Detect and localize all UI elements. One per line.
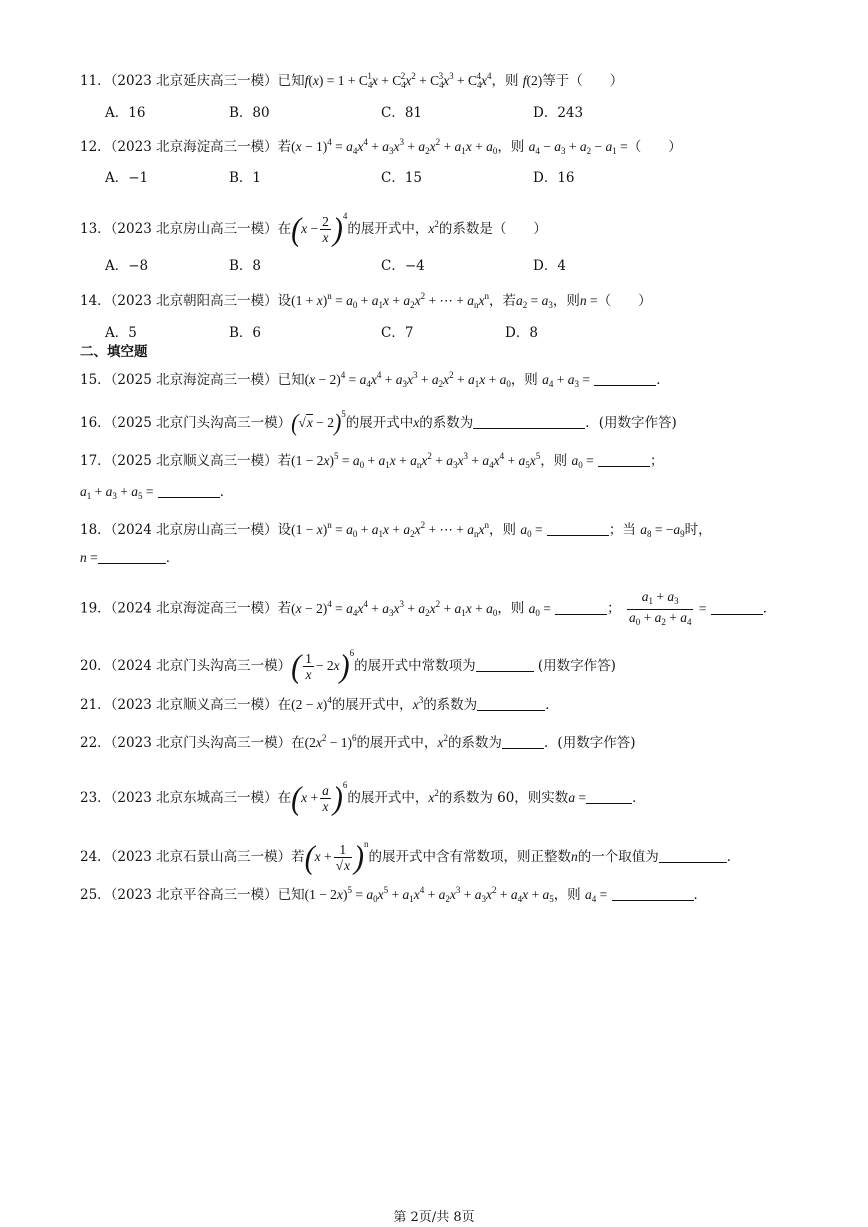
answer-blank[interactable] xyxy=(612,886,694,901)
question-22: 22．（2023 北京门头沟高三一模）在$(2x^2 - 1)^6$的展开式中，$x^2$的系数为 ．(用数字作答) xyxy=(80,733,636,751)
section-title: 二、填空题 xyxy=(80,344,148,360)
answer-blank[interactable] xyxy=(158,483,220,498)
option-a: A．5 xyxy=(105,325,137,341)
answer-blank[interactable] xyxy=(711,600,763,615)
option-b: B．8 xyxy=(229,258,262,274)
question-23: 23．（2023 北京东城高三一模）在(x + $\frac{a}{x}$ )$^6$的展开式中，$x^2$的系数为 60，则实数a = ． xyxy=(80,780,646,817)
question-20: 20．（2024 北京门头沟高三一模）( $\frac{1}{x}$ − 2x)$^6$的展开式中常数项为 (用数字作答) xyxy=(80,648,616,685)
question-16: 16．（2025 北京门头沟高三一模）$(√x - 2)^5$的展开式中x的系数为 ．(用数字作答) xyxy=(80,408,677,437)
page-footer: 第 2页/共 8页 xyxy=(393,1210,475,1225)
question-17: 17．（2025 北京顺义高三一模）若$(1 - 2x)^5 = a_0 + a_1x + a_nx^2 + a_3x^3 + a_4x^4 + a_5x^5$，则 $a_0$ = ； xyxy=(80,451,664,470)
answer-blank[interactable] xyxy=(659,848,727,863)
answer-blank[interactable] xyxy=(98,549,166,564)
question-24: 24．（2023 北京石景山高三一模）若(x + $\frac{1}{√x}$ )$^n$的展开式中含有常数项，则正整数n的一个取值为 ． xyxy=(80,839,741,876)
option-b: B．1 xyxy=(229,170,262,186)
option-c: C．81 xyxy=(381,105,423,121)
answer-blank[interactable] xyxy=(547,521,609,536)
question-21: 21．（2023 北京顺义高三一模）在$(2 - x)^4$的展开式中，$x^3$的系数为 ． xyxy=(80,695,559,713)
answer-blank[interactable] xyxy=(476,657,534,672)
question-12: 12．（2023 北京海淀高三一模）若$(x - 1)^4 = a_4x^4 + a_3x^3 + a_2x^2 + a_1x + a_0$，则 $a_4 - a_3 + a_2 - a_1$ =（ ） xyxy=(80,137,682,156)
answer-blank[interactable] xyxy=(555,600,607,615)
option-a: A．−8 xyxy=(105,258,149,274)
option-a: A．16 xyxy=(105,105,146,121)
question-18-line-2: n = ． xyxy=(80,550,180,566)
question-15: 15．（2025 北京海淀高三一模）已知$(x - 2)^4 = a_4x^4 + a_3x^3 + a_2x^2 + a_1x + a_0$，则 $a_4 + a_3$ = ． xyxy=(80,370,670,389)
question-18: 18．（2024 北京房山高三一模）设$(1 - x)^n = a_0 + a_1x + a_2x^2$ + ⋯ + $a_nx^n$，则 $a_0$ = ；当 $a_8 = -a_9$时， xyxy=(80,520,712,539)
option-d: D．243 xyxy=(533,105,584,121)
option-c: C．15 xyxy=(381,170,423,186)
answer-blank[interactable] xyxy=(477,696,545,711)
option-b: B．6 xyxy=(229,325,262,341)
answer-blank[interactable] xyxy=(502,734,544,749)
option-c: C．−4 xyxy=(381,258,425,274)
answer-blank[interactable] xyxy=(594,371,656,386)
option-b: B．80 xyxy=(229,105,270,121)
option-d: D．8 xyxy=(505,325,538,341)
option-d: D．4 xyxy=(533,258,566,274)
question-17-line-2: $a_1 + a_3 + a_5$ = ． xyxy=(80,484,234,501)
answer-blank[interactable] xyxy=(473,414,585,429)
answer-blank[interactable] xyxy=(598,452,650,467)
question-11: 11．（2023 北京延庆高三一模）已知$f(x) = 1 + C_4^1x + C_4^2x^2 + C_4^3x^3 + C_4^4x^4$，则 f(2)等于（ ） xyxy=(80,71,624,90)
option-a: A．−1 xyxy=(105,170,149,186)
option-c: C．7 xyxy=(381,325,414,341)
question-25: 25．（2023 北京平谷高三一模）已知$(1 - 2x)^5 = a_0x^5 + a_1x^4 + a_2x^3 + a_3x^2 + a_4x + a_5$，则 $a_4$ = ． xyxy=(80,885,708,904)
question-19: 19．（2024 北京海淀高三一模）若$(x - 2)^4 = a_4x^4 + a_3x^3 + a_2x^2 + a_1x + a_0$，则 $a_0$ = ； $\frac{a_1 + a_3}{a_0 + a_2 + a_4}$ = ． xyxy=(80,589,777,627)
answer-blank[interactable] xyxy=(586,789,632,804)
option-d: D．16 xyxy=(533,170,575,186)
question-13: 13．（2023 北京房山高三一模）在(x − $\frac{2}{x}$ )$^4$的展开式中，$x^2$的系数是（ ） xyxy=(80,211,547,248)
question-14: 14．（2023 北京朝阳高三一模）设$(1 + x)^n = a_0 + a_1x + a_2x^2$ + ⋯ + $a_nx^n$，若$a_2 = a_3$，则n =（ ） xyxy=(80,291,652,310)
